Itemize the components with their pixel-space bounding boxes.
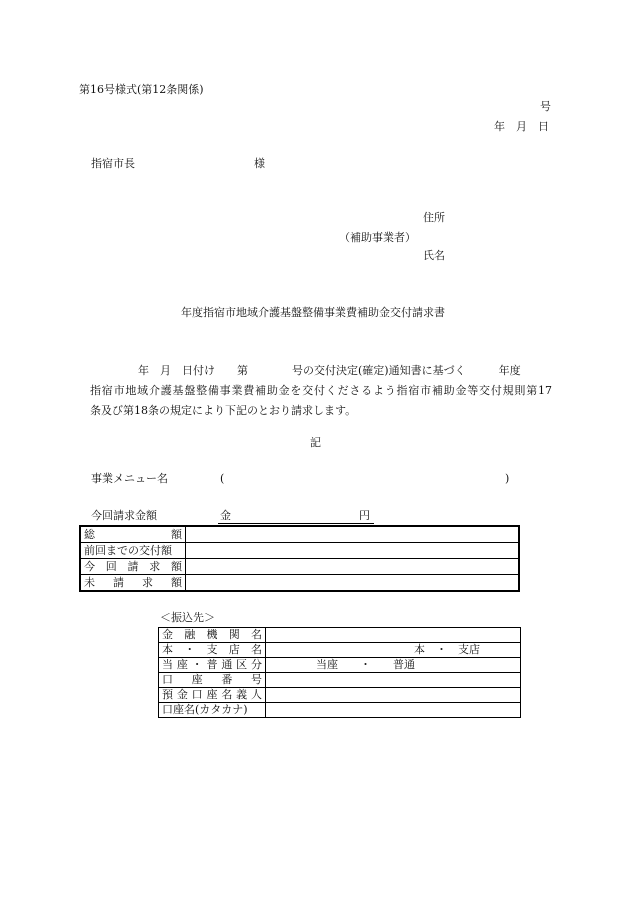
summary-value-previous[interactable]	[186, 543, 520, 559]
paragraph-line-1: 年 月 日付け 第 号の交付決定(確定)通知書に基づく 年度	[138, 364, 521, 377]
bank-label-katakana: 口座名(カタカナ)	[159, 703, 266, 718]
table-row	[159, 643, 521, 658]
claim-amount-prefix: 金	[220, 509, 231, 522]
menu-close-paren: )	[505, 472, 510, 485]
bank-value-katakana[interactable]	[266, 703, 521, 718]
summary-value-total[interactable]	[186, 526, 520, 543]
table-row	[159, 703, 521, 718]
table-row	[80, 543, 519, 559]
table-row	[159, 673, 521, 688]
applicant-role-label: （補助事業者）	[339, 231, 416, 244]
bank-table	[158, 627, 521, 718]
claim-amount-suffix: 円	[359, 509, 370, 522]
ki-heading: 記	[310, 436, 321, 449]
table-row	[80, 559, 519, 575]
summary-label-unclaimed: 未 請 求 額	[80, 575, 186, 592]
bank-label-holder: 預金口座名義人	[159, 688, 266, 703]
bank-label-account-type: 当座・普通区分	[159, 658, 266, 673]
bank-label-institution: 金融機関名	[159, 628, 266, 643]
bank-value-institution[interactable]	[266, 628, 521, 643]
address-label: 住所	[423, 211, 445, 224]
summary-table	[79, 525, 520, 592]
summary-label-total: 総 額	[80, 526, 186, 543]
table-row	[159, 658, 521, 673]
addressee-honorific: 様	[254, 157, 265, 170]
menu-label: 事業メニュー名	[91, 472, 168, 485]
paragraph-line-3: 条及び第18条の規定により下記のとおり請求します。	[90, 404, 357, 417]
bank-label-account-number: 口座番号	[159, 673, 266, 688]
summary-label-previous: 前回までの交付額	[80, 543, 186, 559]
bank-value-account-type[interactable]: 当座 ・ 普通	[266, 658, 521, 673]
summary-value-current[interactable]	[186, 559, 520, 575]
bank-value-account-number[interactable]	[266, 673, 521, 688]
table-row	[80, 526, 519, 543]
paragraph-line-2: 指宿市地域介護基盤整備事業費補助金を交付くださるよう指宿市補助金等交付規則第17	[90, 384, 552, 397]
bank-value-holder[interactable]	[266, 688, 521, 703]
summary-label-current: 今 回 請 求 額	[80, 559, 186, 575]
claim-amount-label: 今回請求金額	[91, 509, 157, 522]
claim-amount-field[interactable]	[218, 509, 374, 524]
bank-label-branch: 本・支店名	[159, 643, 266, 658]
table-row	[159, 628, 521, 643]
date-label: 年 月 日	[494, 120, 549, 133]
request-paragraph	[90, 361, 552, 421]
bank-heading: ＜振込先＞	[160, 611, 215, 624]
addressee-name: 指宿市長	[91, 157, 135, 170]
name-label: 氏名	[423, 249, 445, 262]
menu-open-paren: (	[220, 472, 225, 485]
document-number-label: 号	[540, 100, 551, 113]
table-row	[80, 575, 519, 592]
document-title: 年度指宿市地域介護基盤整備事業費補助金交付請求書	[181, 306, 445, 319]
form-number: 第16号様式(第12条関係)	[79, 83, 204, 96]
bank-value-branch[interactable]: 本 ・ 支店	[266, 643, 521, 658]
table-row	[159, 688, 521, 703]
summary-value-unclaimed[interactable]	[186, 575, 520, 592]
